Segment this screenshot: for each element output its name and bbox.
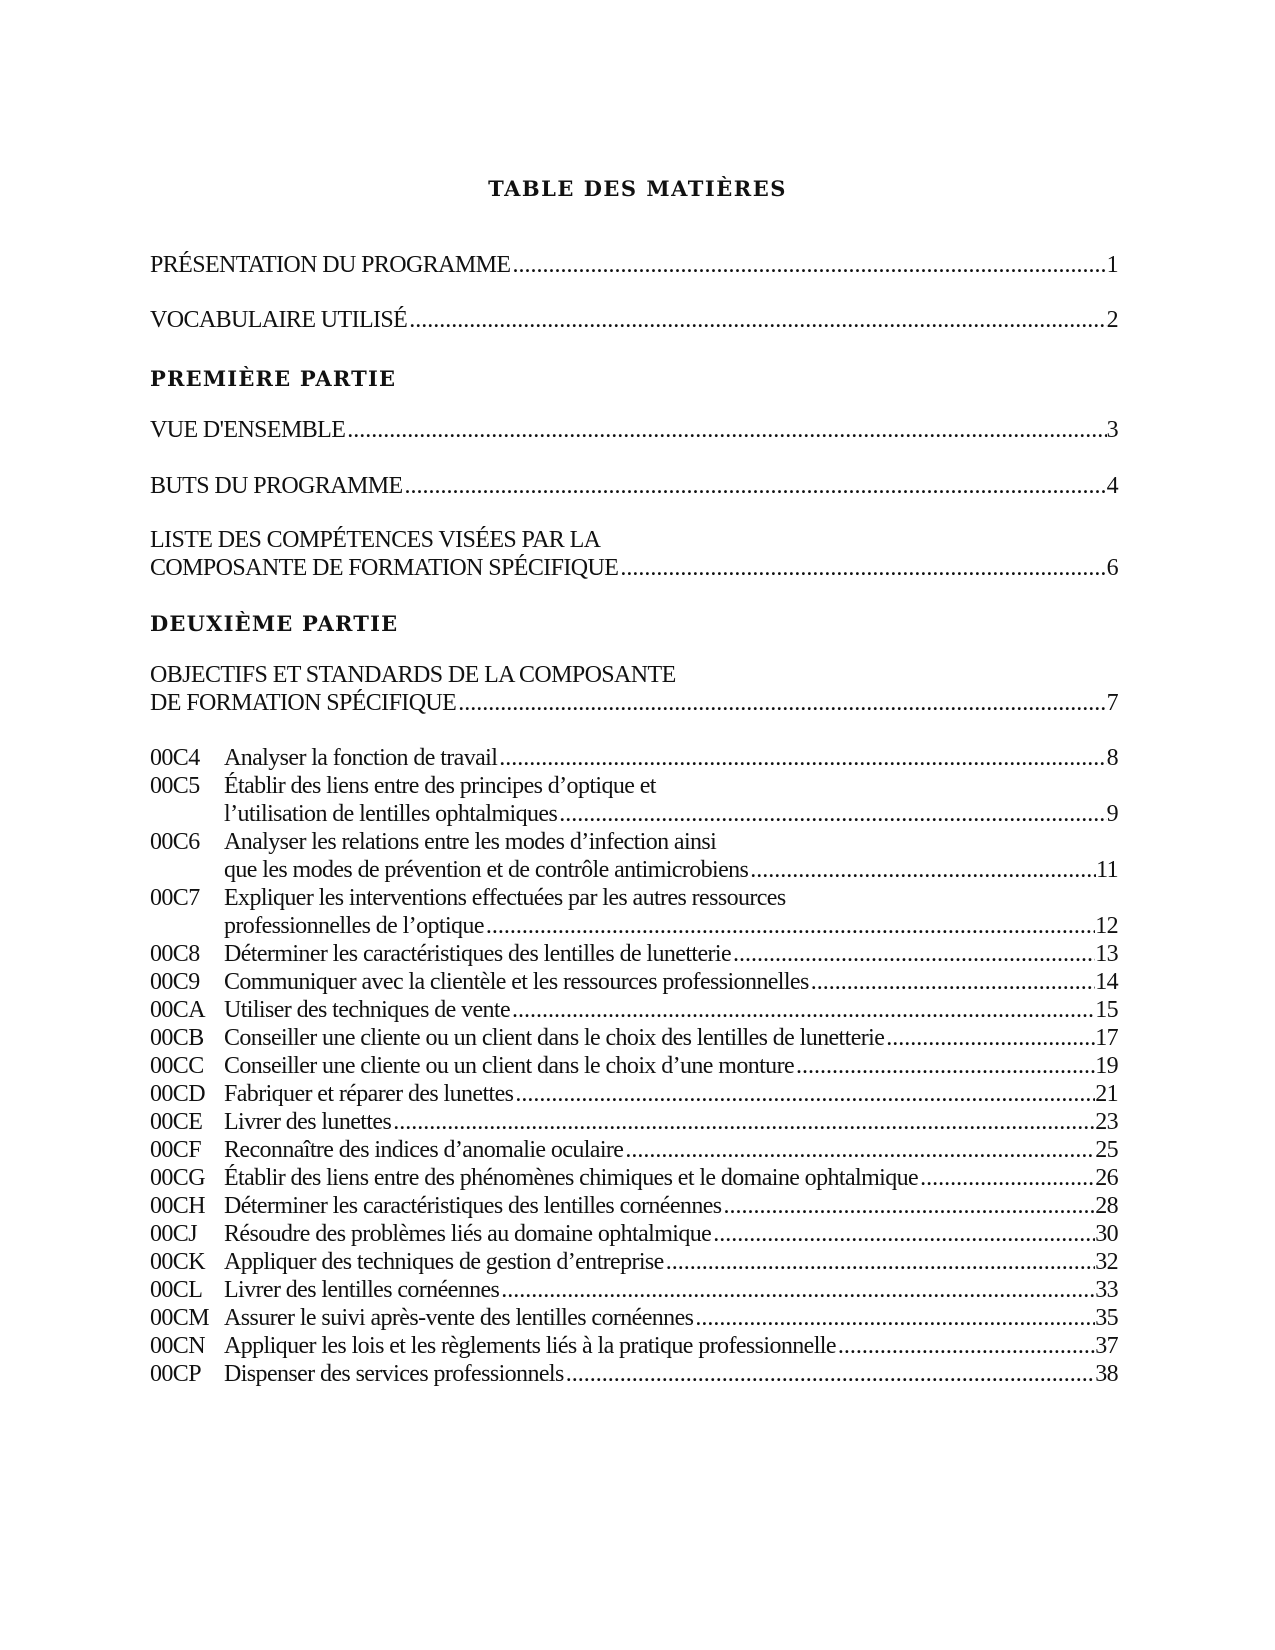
competency-code: 00CN bbox=[150, 1333, 205, 1359]
competency-entry[interactable] bbox=[224, 1220, 1118, 1248]
toc-entry-page: 26 bbox=[1095, 1165, 1118, 1191]
toc-entry-page: 2 bbox=[1106, 307, 1118, 333]
leader-dots bbox=[510, 996, 1095, 1024]
competency-code: 00CP bbox=[150, 1361, 201, 1387]
toc-entry[interactable] bbox=[150, 661, 1118, 717]
competency-code: 00C4 bbox=[150, 745, 200, 771]
toc-entry-label: Déterminer les caractéristiques des lentilles de lunetterie bbox=[224, 941, 732, 967]
leader-dots bbox=[748, 856, 1096, 884]
toc-entry-label: Fabriquer et réparer des lunettes bbox=[224, 1081, 514, 1107]
competency-code: 00C9 bbox=[150, 969, 200, 995]
toc-entry-page: 30 bbox=[1095, 1221, 1118, 1247]
toc-entry[interactable] bbox=[150, 251, 1118, 279]
leader-dots bbox=[884, 1024, 1095, 1052]
toc-entry-page: 12 bbox=[1095, 913, 1118, 939]
leader-dots bbox=[557, 800, 1106, 828]
toc-entry-label: Conseiller une cliente ou un client dans le choix des lentilles de lunetterie bbox=[224, 1025, 885, 1051]
competency-entry[interactable] bbox=[224, 744, 1118, 772]
toc-entry-label: Appliquer des techniques de gestion d’entreprise bbox=[224, 1249, 664, 1275]
competency-code: 00C6 bbox=[150, 829, 200, 855]
leader-dots bbox=[918, 1164, 1095, 1192]
competency-code: 00CK bbox=[150, 1249, 205, 1275]
toc-entry-page: 21 bbox=[1095, 1081, 1118, 1107]
toc-entry-page: 15 bbox=[1095, 997, 1118, 1023]
toc-entry[interactable] bbox=[150, 472, 1118, 500]
toc-entry[interactable] bbox=[150, 306, 1118, 334]
toc-entry-label: DE FORMATION SPÉCIFIQUE bbox=[150, 690, 457, 716]
toc-entry-page: 19 bbox=[1095, 1053, 1118, 1079]
leader-dots bbox=[499, 1276, 1095, 1304]
section-heading: DEUXIÈME PARTIE bbox=[150, 611, 399, 636]
toc-entry-label: Analyser la fonction de travail bbox=[224, 745, 498, 771]
toc-entry-label: Utiliser des techniques de vente bbox=[224, 997, 511, 1023]
leader-dots bbox=[836, 1332, 1095, 1360]
leader-dots bbox=[809, 968, 1095, 996]
toc-entry-label-line1: LISTE DES COMPÉTENCES VISÉES PAR LA bbox=[150, 527, 601, 553]
competency-entry[interactable] bbox=[224, 828, 1118, 884]
toc-entry-page: 8 bbox=[1106, 745, 1118, 771]
competency-entry[interactable] bbox=[224, 1304, 1118, 1332]
competency-entry[interactable] bbox=[224, 1164, 1118, 1192]
toc-entry-page: 17 bbox=[1095, 1025, 1118, 1051]
competency-entry[interactable] bbox=[224, 1136, 1118, 1164]
competency-entry[interactable] bbox=[224, 968, 1118, 996]
toc-entry-label: COMPOSANTE DE FORMATION SPÉCIFIQUE bbox=[150, 555, 619, 581]
leader-dots bbox=[456, 689, 1106, 717]
competency-code: 00C5 bbox=[150, 773, 200, 799]
competency-entry[interactable] bbox=[224, 996, 1118, 1024]
leader-dots bbox=[345, 416, 1106, 444]
toc-entry-label: Appliquer les lois et les règlements liés à la pratique professionnelle bbox=[224, 1333, 836, 1359]
toc-entry-page: 25 bbox=[1095, 1137, 1118, 1163]
toc-entry-label: VUE D'ENSEMBLE bbox=[150, 417, 346, 443]
toc-entry-page: 3 bbox=[1106, 417, 1118, 443]
leader-dots bbox=[564, 1360, 1095, 1388]
leader-dots bbox=[391, 1108, 1095, 1136]
competency-code: 00CH bbox=[150, 1193, 205, 1219]
leader-dots bbox=[664, 1248, 1095, 1276]
leader-dots bbox=[618, 554, 1106, 582]
page-title: TABLE DES MATIÈRES bbox=[488, 176, 787, 201]
toc-entry-page: 32 bbox=[1095, 1249, 1118, 1275]
competency-entry[interactable] bbox=[224, 884, 1118, 940]
toc-entry-page: 23 bbox=[1095, 1109, 1118, 1135]
leader-dots bbox=[407, 306, 1106, 334]
competency-code: 00CF bbox=[150, 1137, 201, 1163]
toc-entry-label: Livrer des lunettes bbox=[224, 1109, 392, 1135]
leader-dots bbox=[484, 912, 1095, 940]
competency-entry[interactable] bbox=[224, 1360, 1118, 1388]
leader-dots bbox=[794, 1052, 1095, 1080]
toc-entry-label: Établir des liens entre des phénomènes chimiques et le domaine ophtalmique bbox=[224, 1165, 919, 1191]
competency-entry[interactable] bbox=[224, 1052, 1118, 1080]
leader-dots bbox=[513, 1080, 1095, 1108]
toc-entry-page: 4 bbox=[1106, 473, 1118, 499]
toc-entry-label: Reconnaître des indices d’anomalie oculaire bbox=[224, 1137, 624, 1163]
competency-entry[interactable] bbox=[224, 1276, 1118, 1304]
leader-dots bbox=[731, 940, 1095, 968]
competency-code: 00C7 bbox=[150, 885, 200, 911]
toc-entry-page: 38 bbox=[1095, 1361, 1118, 1387]
toc-entry-label: BUTS DU PROGRAMME bbox=[150, 473, 403, 499]
competency-entry[interactable] bbox=[224, 1108, 1118, 1136]
toc-entry-label: VOCABULAIRE UTILISÉ bbox=[150, 307, 408, 333]
toc-entry-label: Dispenser des services professionnels bbox=[224, 1361, 564, 1387]
leader-dots bbox=[510, 251, 1106, 279]
toc-entry-label: professionnelles de l’optique bbox=[224, 913, 484, 939]
section-heading: PREMIÈRE PARTIE bbox=[150, 366, 397, 391]
toc-entry-page: 11 bbox=[1096, 857, 1118, 883]
toc-entry-label: Assurer le suivi après-vente des lentilles cornéennes bbox=[224, 1305, 694, 1331]
competency-code: 00CA bbox=[150, 997, 205, 1023]
competency-entry[interactable] bbox=[224, 1080, 1118, 1108]
competency-entry[interactable] bbox=[224, 1024, 1118, 1052]
toc-entry[interactable] bbox=[150, 526, 1118, 582]
toc-entry-page: 14 bbox=[1095, 969, 1118, 995]
competency-code: 00CC bbox=[150, 1053, 204, 1079]
competency-entry[interactable] bbox=[224, 1248, 1118, 1276]
toc-entry-label: Déterminer les caractéristiques des lentilles cornéennes bbox=[224, 1193, 722, 1219]
leader-dots bbox=[711, 1220, 1095, 1248]
toc-entry-label: Conseiller une cliente ou un client dans le choix d’une monture bbox=[224, 1053, 795, 1079]
toc-entry-label: Livrer des lentilles cornéennes bbox=[224, 1277, 500, 1303]
toc-entry-label: l’utilisation de lentilles ophtalmiques bbox=[224, 801, 558, 827]
toc-entry-label-line1: OBJECTIFS ET STANDARDS DE LA COMPOSANTE bbox=[150, 662, 676, 688]
toc-entry-label-line1: Expliquer les interventions effectuées par les autres ressources bbox=[224, 885, 786, 911]
competency-entry[interactable] bbox=[224, 1332, 1118, 1360]
competency-code: 00CD bbox=[150, 1081, 205, 1107]
leader-dots bbox=[403, 472, 1107, 500]
toc-entry-label-line1: Établir des liens entre des principes d’optique et bbox=[224, 773, 656, 799]
competency-entry[interactable] bbox=[224, 1192, 1118, 1220]
leader-dots bbox=[722, 1192, 1096, 1220]
competency-code: 00CM bbox=[150, 1305, 209, 1331]
toc-entry-page: 7 bbox=[1106, 690, 1118, 716]
toc-entry-page: 35 bbox=[1095, 1305, 1118, 1331]
competency-code: 00CB bbox=[150, 1025, 204, 1051]
leader-dots bbox=[497, 744, 1106, 772]
toc-entry-page: 9 bbox=[1106, 801, 1118, 827]
leader-dots bbox=[623, 1136, 1095, 1164]
toc-entry-label-line1: Analyser les relations entre les modes d’infection ainsi bbox=[224, 829, 717, 855]
toc-entry-page: 13 bbox=[1095, 941, 1118, 967]
toc-entry-label: Résoudre des problèmes liés au domaine ophtalmique bbox=[224, 1221, 712, 1247]
toc-entry-label: que les modes de prévention et de contrôle antimicrobiens bbox=[224, 857, 749, 883]
toc-entry-label: Communiquer avec la clientèle et les ressources professionnelles bbox=[224, 969, 809, 995]
toc-entry[interactable] bbox=[150, 416, 1118, 444]
toc-entry-page: 1 bbox=[1106, 252, 1118, 278]
competency-code: 00C8 bbox=[150, 941, 200, 967]
toc-entry-page: 6 bbox=[1106, 555, 1118, 581]
toc-entry-page: 33 bbox=[1095, 1277, 1118, 1303]
competency-code: 00CL bbox=[150, 1277, 203, 1303]
competency-code: 00CJ bbox=[150, 1221, 197, 1247]
toc-entry-page: 37 bbox=[1095, 1333, 1118, 1359]
competency-entry[interactable] bbox=[224, 940, 1118, 968]
toc-entry-page: 28 bbox=[1095, 1193, 1118, 1219]
toc-entry-label: PRÉSENTATION DU PROGRAMME bbox=[150, 252, 511, 278]
competency-entry[interactable] bbox=[224, 772, 1118, 828]
leader-dots bbox=[693, 1304, 1095, 1332]
competency-code: 00CE bbox=[150, 1109, 203, 1135]
competency-code: 00CG bbox=[150, 1165, 205, 1191]
